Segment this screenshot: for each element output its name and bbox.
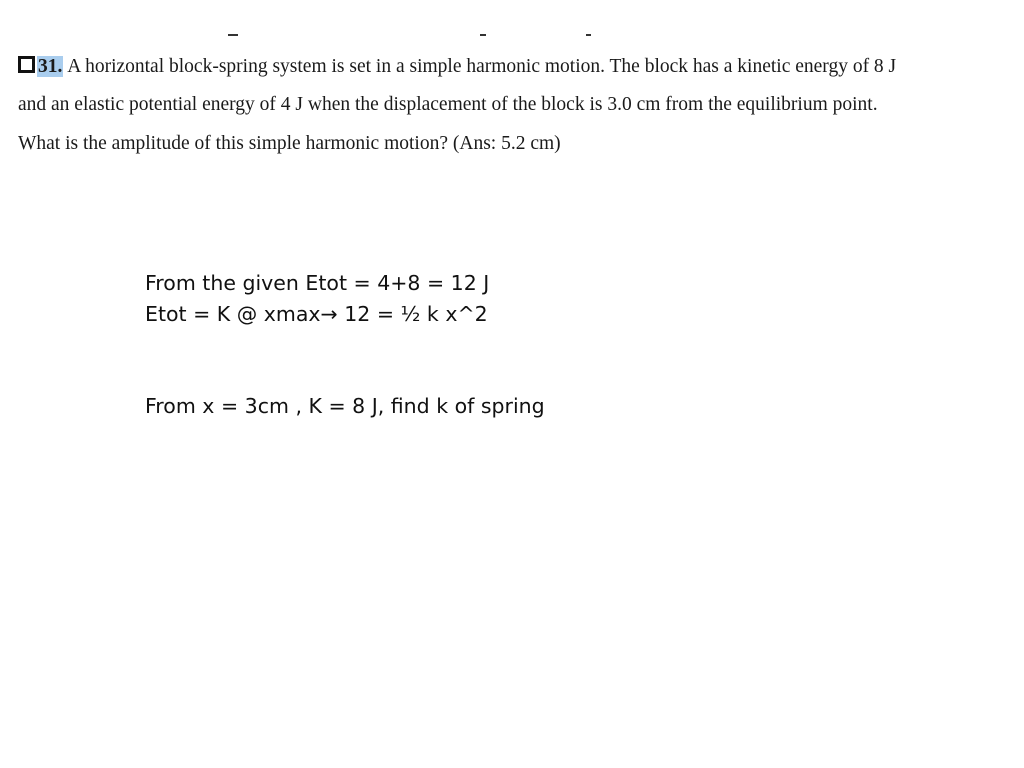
problem-text-line-3: What is the amplitude of this simple harmonic motion? (Ans: 5.2 cm) [18,133,561,154]
problem-text-line-1: A horizontal block-spring system is set in a simple harmonic motion. The block has a kinetic energy of 8 J [67,56,897,77]
note-line-1: From the given Etot = 4+8 = 12 J [145,271,490,295]
note-line-2: Etot = K @ xmax→ 12 = ½ k x^2 [145,302,488,326]
question-number: 31. [38,56,63,77]
checkbox-icon[interactable] [18,56,35,73]
problem-line-1 [18,55,896,79]
solution-notes [145,268,545,422]
note-line-3: From x = 3cm , K = 8 J, find k of spring [145,394,545,418]
scanned-problem-image [0,0,1024,160]
problem-text-line-2: and an elastic potential energy of 4 J when the displacement of the block is 3.0 cm from the equilibrium point. [18,94,878,115]
